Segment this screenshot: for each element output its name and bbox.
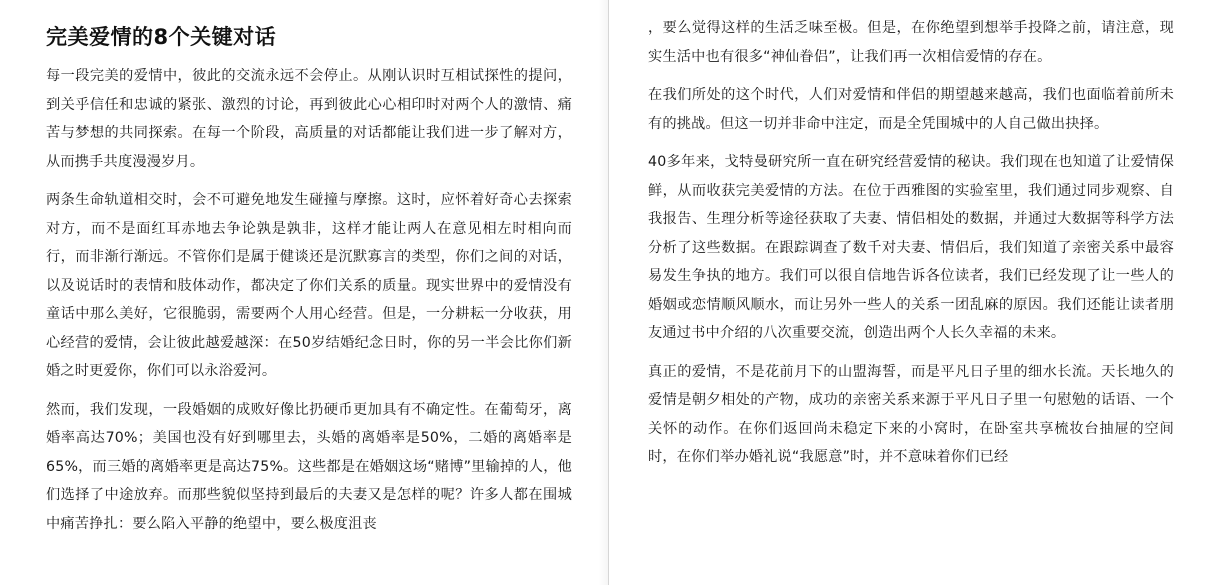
page-divider [608, 0, 609, 585]
paragraph: ，要么觉得这样的生活乏味至极。但是，在你绝望到想举手投降之前，请注意，现实生活中也有很多“神仙眷侣”，让我们再一次相信爱情的存在。 [648, 20, 1174, 65]
paragraph: 然而，我们发现，一段婚姻的成败好像比扔硬币更加具有不确定性。在葡萄牙，离婚率高达70%；美国也没有好到哪里去，头婚的离婚率是50%，二婚的离婚率是65%，而三婚的离婚率更是高达75%。这些都是在婚姻这场“赌博”里输掉的人，他们选择了中途放弃。而那些貌似坚持到最后的夫妻又是怎样的呢？许多人都在围城中痛苦挣扎：要么陷入平静的绝望中，要么极度沮丧 [46, 401, 572, 532]
paragraph: 40多年来，戈特曼研究所一直在研究经营爱情的秘诀。我们现在也知道了让爱情保鲜，从而收获完美爱情的方法。在位于西雅图的实验室里，我们通过同步观察、自我报告、生理分析等途径获取了夫妻、情侣相处的数据，并通过大数据等科学方法分析了这些数据。在跟踪调查了数千对夫妻、情侣后，我们知道了亲密关系中最容易发生争执的地方。我们可以很自信地告诉各位读者，我们已经发现了让一些人的婚姻或恋情顺风顺水，而让另外一些人的关系一团乱麻的原因。我们还能让读者朋友通过书中介绍的八次重要交流，创造出两个人长久幸福的未来。 [648, 154, 1174, 341]
right-page [610, 0, 1210, 585]
paragraph: 每一段完美的爱情中，彼此的交流永远不会停止。从刚认识时互相试探性的提问，到关乎信任和忠诚的紧张、激烈的讨论，再到彼此心心相印时对两个人的激情、痛苦与梦想的共同探索。在每一个阶段，高质量的对话都能让我们进一步了解对方，从而携手共度漫漫岁月。 [46, 68, 572, 170]
paragraph: 在我们所处的这个时代，人们对爱情和伴侣的期望越来越高，我们也面临着前所未有的挑战。但这一切并非命中注定，而是全凭围城中的人自己做出抉择。 [648, 87, 1174, 132]
paragraph: 真正的爱情，不是花前月下的山盟海誓，而是平凡日子里的细水长流。天长地久的爱情是朝夕相处的产物，成功的亲密关系来源于平凡日子里一句慰勉的话语、一个关怀的动作。在你们返回尚未稳定下来的小窝时，在卧室共享梳妆台抽屉的空间时，在你们举办婚礼说“我愿意”时，并不意味着你们已经 [648, 363, 1174, 465]
page-gutter-shadow [598, 0, 608, 585]
paragraph: 两条生命轨道相交时，会不可避免地发生碰撞与摩擦。这时，应怀着好奇心去探索对方，而不是面红耳赤地去争论孰是孰非，这样才能让两人在意见相左时相向而行，而非渐行渐远。不管你们是属于健谈还是沉默寡言的类型，你们之间的对话，以及说话时的表情和肢体动作，都决定了你们关系的质量。现实世界中的爱情没有童话中那么美好，它很脆弱，需要两个人用心经营。但是，一分耕耘一分收获，用心经营的爱情，会让彼此越爱越深：在50岁结婚纪念日时，你的另一半会比你们新婚之时更爱你，你们可以永浴爱河。 [46, 192, 572, 379]
chapter-title: 完美爱情的8个关键对话 [46, 25, 277, 49]
